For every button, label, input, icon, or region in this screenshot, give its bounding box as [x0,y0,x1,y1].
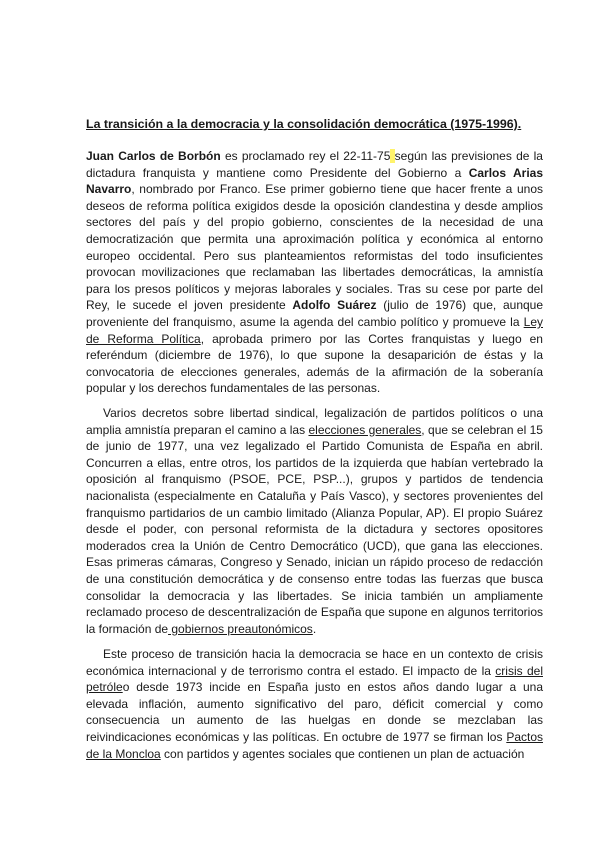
p2-text-c: . [312,621,317,636]
p3-text-c: con partidos y agentes sociales que contienen un plan de actuación [160,746,525,761]
name-arias-navarro: Carlos Arias Navarro [86,165,543,197]
paragraph-1 [86,148,543,397]
p1-text-d: (julio de 1976) que, aunque proveniente del franquismo, asume la agenda del cambio político y promueve la [86,298,544,329]
name-juan-carlos: Juan Carlos de Borbón [86,149,221,163]
p3-text-a: Este proceso de transición hacia la democracia se hace en un contexto de crisis económica internacional y de terrorismo contra el estado. El impacto de la [86,647,543,678]
p1-text-e: , aprobada primero por las Cortes franquistas y luego en referéndum (diciembre de 1976), lo que supone la desaparición de éstas y la convocatoria de elecciones generales, además de la afirmación de la soberanía popular y los derechos fundamentales de las personas. [86,331,543,396]
page-title: La transición a la democracia y la consolidación democrática (1975-1996). [86,117,522,131]
p2-text-a: Varios decretos sobre libertad sindical, legalización de partidos políticos o una amplia amnistía preparan el camino a las [86,406,543,437]
paragraph-2 [86,405,543,637]
link-gobiernos-preautonomicos[interactable]: gobiernos preautonómicos [168,621,313,636]
p1-text-c: , nombrado por Franco. Ese primer gobierno tiene que hacer frente a unos deseos de reforma política exigidos desde la oposición clandestina y desde amplios sectores del país y del propio gobierno, conscientes de la necesidad de una democratización que permita una aproximación política y económica al entorno europeo occidental. Pero sus planteamientos reformistas del todo insuficientes provocan movilizaciones que reclamaban las libertades democráticas, la amnistía para los presos políticos y mejoras laborales y sociales. Tras su cese por parte del Rey, le sucede el joven presidente [86,182,543,313]
p3-text-b: o desde 1973 incide en España justo en estos años dando lugar a una elevada inflación, aumento significativo del paro, déficit comercial y como consecuencia un aumento de las huelgas en donde se mezclaban las reivindicaciones económicas y las políticas. En octubre de 1977 se firman los [86,680,543,744]
p2-text-b: , que se celebran el 15 de junio de 1977, una vez legalizado el Partido Comunista de España en abril. Concurren a ellas, entre otros, los partidos de la izquierda que habían vertebrado la oposición al franquismo (PSOE, PCE, PSP...), grupos y partidos de tendencia nacionalista (especialmente en Cataluña y País Vasco), y sectores provenientes del franquismo partidarios de un cambio limitado (Alianza Popular, AP). El propio Suárez desde el poder, con personal reformista de la dictadura y sectores opositores moderados crea la Unión de Centro Democrático (UCD), que gana las elecciones. Esas primeras cámaras, Congreso y Senado, inician un rápido proceso de redacción de una constitución democrática y de consenso entre todas las fuerzas que busca consolidar la democracia y las libertades. Se inicia también un ampliamente reclamado proceso de descentralización de España que supone en algunos territorios la formación de [86,422,543,636]
name-adolfo-suarez: Adolfo Suárez [292,298,377,313]
p1-text-b: según las previsiones de la dictadura franquista y mantiene como Presidente del Gobierno a [86,149,543,180]
link-pactos-moncloa[interactable]: Pactos de la Moncloa [86,729,543,761]
paragraph-3 [86,646,543,762]
p1-text-a: es proclamado rey el 22-11-75 [220,149,391,163]
link-crisis-petroleo[interactable]: crisis del petróle [86,663,543,695]
link-elecciones-generales[interactable]: elecciones generales [308,422,422,437]
link-ley-reforma-politica[interactable]: Ley de Reforma Política [86,314,543,346]
